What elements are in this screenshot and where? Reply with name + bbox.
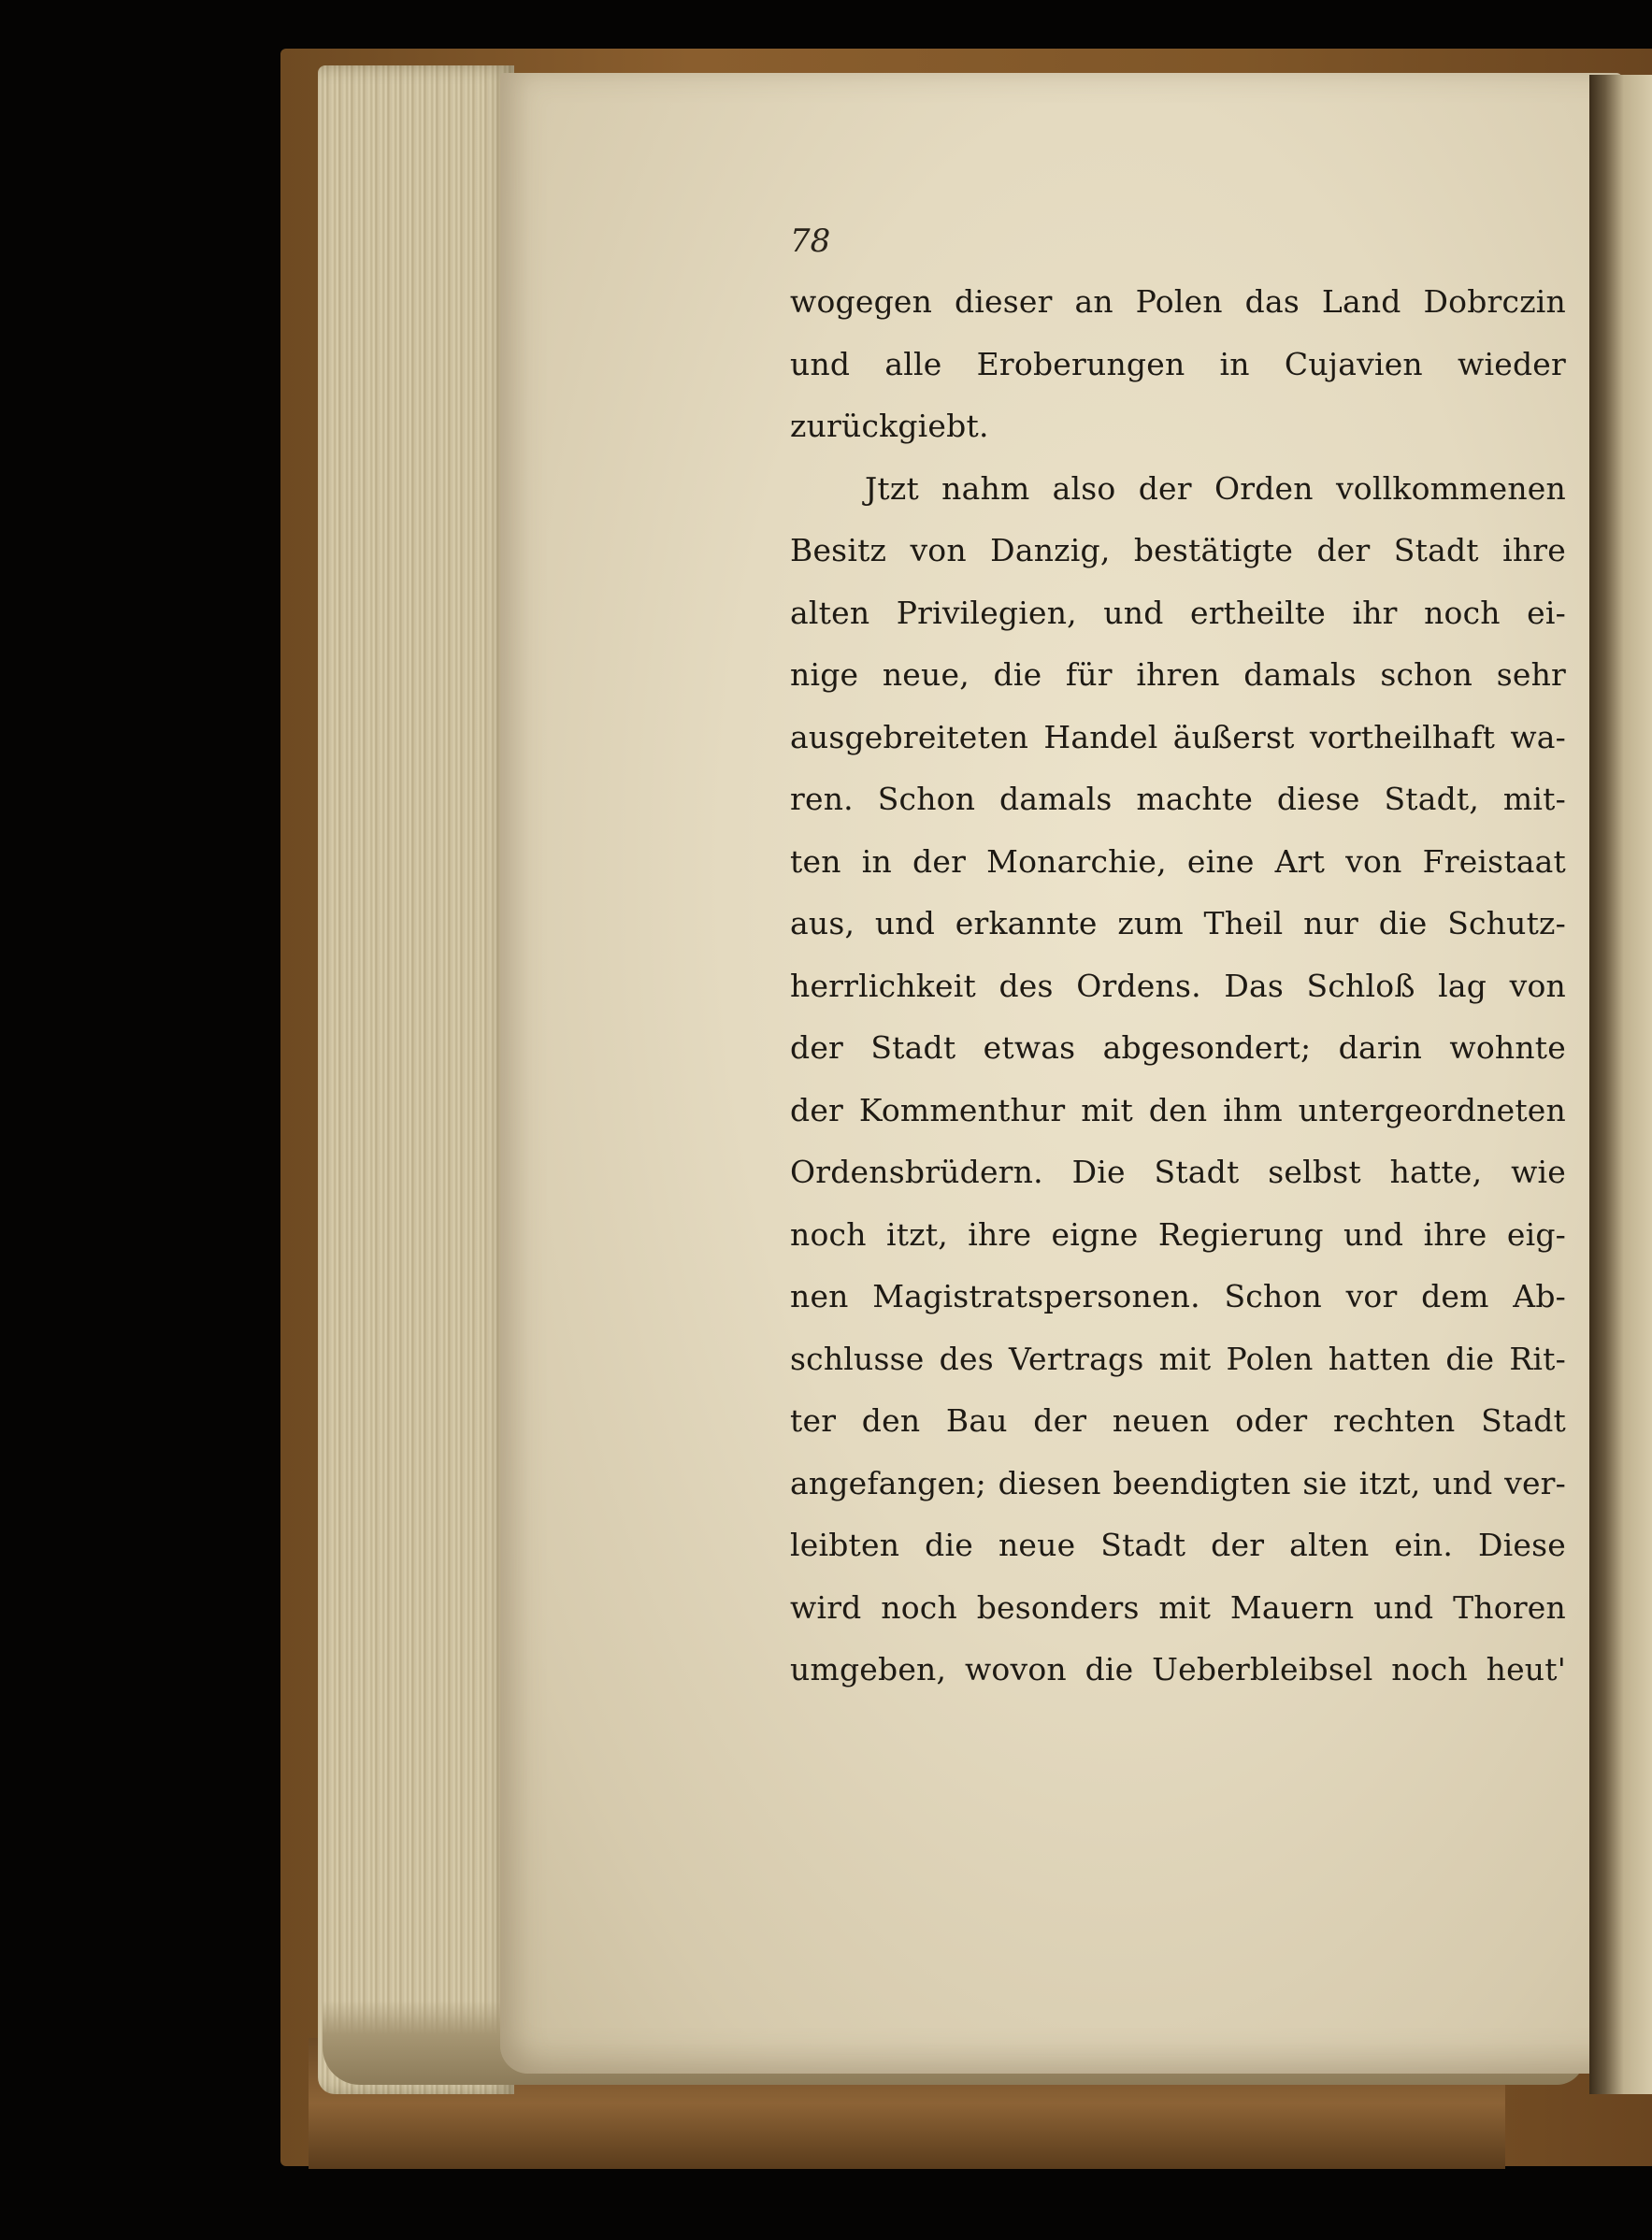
text-line: schlusse des Vertrags mit Polen hatten die Rit- [790, 1340, 1566, 1377]
text-line: ausgebreiteten Handel äußerst vortheilhaft wa- [790, 718, 1566, 755]
page-stack-edges [318, 65, 514, 2094]
text-line: Ordensbrüdern. Die Stadt selbst hatte, wie [790, 1154, 1566, 1190]
text-line: nen Magistratspersonen. Schon vor dem Ab- [790, 1278, 1566, 1314]
text-line: alten Privilegien, und ertheilte ihr noch ei- [790, 594, 1566, 631]
text-line: wird noch besonders mit Mauern und Thoren [790, 1588, 1566, 1626]
text-line: und alle Eroberungen in Cujavien wieder [790, 345, 1566, 382]
text-line: ren. Schon damals machte diese Stadt, mit- [790, 781, 1566, 817]
text-line: nige neue, die für ihren damals schon sehr [790, 656, 1566, 693]
text-line: ter den Bau der neuen oder rechten Stadt [790, 1402, 1566, 1439]
text-line: der Kommenthur mit den ihm untergeordneten [790, 1091, 1566, 1128]
text-line: der Stadt etwas abgesondert; darin wohnte [790, 1029, 1566, 1066]
text-line: zurückgiebt. [790, 408, 989, 444]
text-line: aus, und erkannte zum Theil nur die Schutz- [790, 905, 1566, 941]
text-line: ten in der Monarchie, eine Art von Freistaat [790, 842, 1566, 880]
text-line: umgeben, wovon die Ueberbleibsel noch heut' [790, 1651, 1566, 1687]
text-line: Jtzt nahm also der Orden vollkommenen [865, 469, 1566, 507]
text-line: herrlichkeit des Ordens. Das Schloß lag von [790, 967, 1566, 1004]
text-line: leibten die neue Stadt der alten ein. Diese [790, 1527, 1566, 1563]
text-line: Besitz von Danzig, bestätigte der Stadt ihre [790, 532, 1566, 568]
book-gutter [1589, 75, 1652, 2094]
page-number: 78 [790, 223, 831, 260]
text-line: wogegen dieser an Polen das Land Dobrczin [790, 283, 1566, 320]
text-line: noch itzt, ihre eigne Regierung und ihre eig- [790, 1215, 1566, 1253]
text-line: angefangen; diesen beendigten sie itzt, und ver- [790, 1464, 1566, 1501]
